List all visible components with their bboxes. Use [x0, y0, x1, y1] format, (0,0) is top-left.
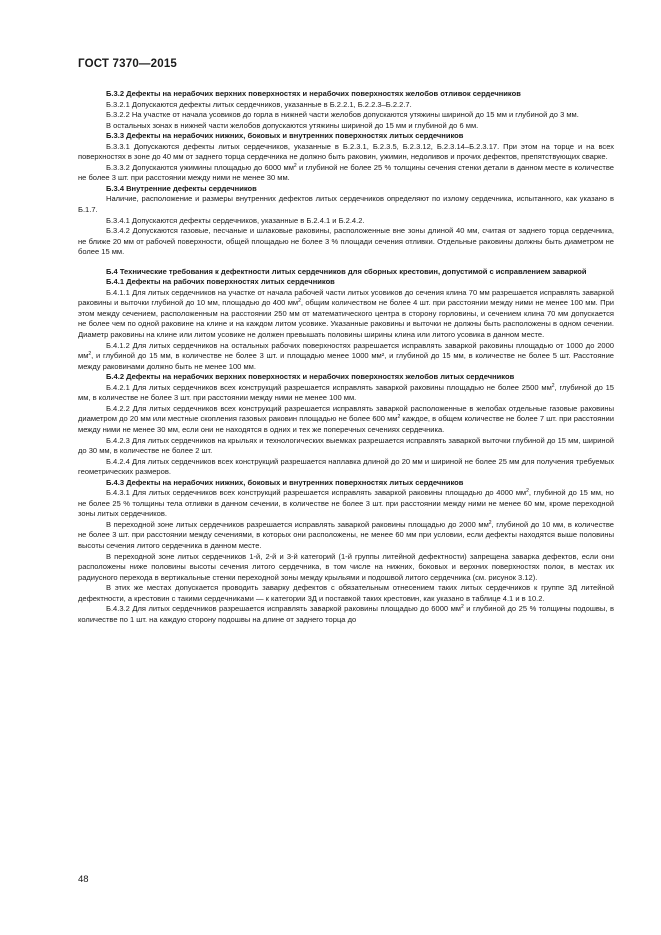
- superscript: 2: [397, 414, 401, 421]
- paragraph-text: Б.4.1.1 Для литых сердечников на участке от начала рабочей части литых усовиков до сечения клина 70 мм разрешается исправлять заваркой раковины и выточки глубиной до 10 мм, площадью до 400 мм: [78, 287, 614, 308]
- superscript: 2: [298, 298, 301, 305]
- body-paragraph: [78, 604, 614, 625]
- paragraph-text-continued: , глубиной до 10 мм, в количестве не более 3 шт. при расстоянии между сечениями, в которых они расположены, не менее 60 мм при условии, если дефекты находятся выше половины высоты сечения литого сердечника в данном месте.: [78, 519, 614, 550]
- paragraph-text: Б.3.3.1 Допускаются дефекты литых сердечников, указанные в Б.2.3.1, Б.2.3.5, Б.2.3.12, Б.2.3.14–Б.2.3.17. При этом на торце и на всех поверхностях в зоне до 40 мм от заднего торца сердечника не должно быть раковин, ужимин, недоливов и прочих дефектов, препятствующих сварке.: [78, 141, 614, 162]
- section-heading: [78, 267, 614, 278]
- paragraph-text-continued: каждое, в общем количестве не более 7 шт. при расстоянии между ними не менее 30 мм, если они не находятся в одних и тех же поперечных сечениях сердечника.: [78, 414, 614, 434]
- superscript: 2: [461, 604, 464, 611]
- paragraph-text: Б.4.2 Дефекты на нерабочих верхних поверхностях и нерабочих поверхностях желобов литых сердечников: [106, 372, 515, 382]
- paragraph-text: Б.3.2.2 На участке от начала усовиков до горла в нижней части желобов допускаются утяжины шириной до 15 мм и глубиной до 3 мм.: [106, 110, 579, 120]
- body-paragraph: [78, 436, 614, 457]
- paragraph-text: Б.4.3.2 Для литых сердечников разрешается исправлять заваркой раковины площадью до 6000 мм: [106, 604, 461, 614]
- paragraph-text: В остальных зонах в нижней части желобов допускаются утяжины шириной до 15 мм и глубиной до 6 мм.: [106, 120, 479, 130]
- body-paragraph: [78, 142, 614, 163]
- body-paragraph: [78, 121, 614, 132]
- paragraph-text: Б.3.3.2 Допускаются ужимины площадью до 6000 мм: [106, 162, 294, 172]
- body-paragraph: [78, 110, 614, 121]
- paragraph-text-continued: и глубиной не более 25 % толщины сечения стенки детали в данном месте в количестве не более 3 шт. при расстоянии между ними не менее 30 мм.: [78, 162, 614, 183]
- paragraph-text: Б.4.1 Дефекты на рабочих поверхностях литых сердечников: [106, 277, 335, 287]
- paragraph-text: Б.3.4 Внутренние дефекты сердечников: [106, 183, 257, 193]
- paragraph-text: Б.4.2.1 Для литых сердечников всех конструкций разрешается исправлять заваркой раковины площадью не более 2500 мм: [106, 382, 552, 392]
- paragraph-text-continued: и глубиной до 25 % толщины подошвы, в количестве по 1 шт. на каждую сторону подошвы на длине от заднего торца до: [78, 604, 614, 624]
- body-paragraph: [78, 404, 614, 436]
- superscript: 2: [551, 382, 555, 389]
- paragraph-text: Б.3.4.1 Допускаются дефекты сердечников, указанные в Б.2.4.1 и Б.2.4.2.: [106, 215, 365, 225]
- paragraph-text: Б.4.2.4 Для литых сердечников всех конструкций разрешается наплавка длиной до 20 мм и шириной не более 25 мм для получения требуемых геометрических размеров.: [78, 456, 614, 477]
- superscript: 2: [526, 488, 529, 495]
- section-heading: [78, 277, 614, 288]
- section-heading: [78, 184, 614, 195]
- paragraph-text-continued: , глубиной до 15 мм, но не более 25 % толщины тела отливки в данном сечении, в количестве не более 3 шт. при расстоянии между ними не менее 60 мм, кроме переходной зоны литых сердечников.: [78, 488, 615, 519]
- paragraph-text: Б.4.3.1 Для литых сердечников всех конструкций разрешается исправлять заваркой раковины площадью до 4000 мм: [106, 488, 527, 498]
- body-paragraph: [78, 488, 614, 520]
- body-paragraph: [78, 226, 614, 258]
- paragraph-text: Б.3.3 Дефекты на нерабочих нижних, боковых и внутренних поверхностях литых сердечников: [106, 131, 464, 141]
- paragraph-text: Наличие, расположение и размеры внутренних дефектов литых сердечников определяют по излому сердечника, испытанного, как указано в Б.1.7.: [78, 194, 614, 215]
- paragraph-text: В этих же местах допускается проводить заварку дефектов с обязательным отнесением таких литых сердечников к группе 3Д литейной дефектности, а крестовин с такими сердечниками — к категории 3Д и поставкой таких крестовин, как указано в таблице 4.1 и в 10.2.: [78, 583, 614, 603]
- paragraph-text-continued: , и глубиной до 15 мм, в количестве не более 3 шт. и площадью менее 1000 мм², и глубиной до 15 мм, в количестве не более 5 шт. Расстояние между раковинами должно быть не менее 100 мм.: [78, 351, 614, 371]
- section-heading: [78, 372, 614, 383]
- superscript: 2: [488, 519, 492, 526]
- paragraph-text: В переходной зоне литых сердечников разрешается исправлять заваркой раковины площадью до 2000 мм: [106, 519, 489, 529]
- body-paragraph: [78, 216, 614, 227]
- body-paragraph: [78, 100, 614, 111]
- section-heading: [78, 478, 614, 489]
- paragraph-text: Б.3.2.1 Допускаются дефекты литых сердечников, указанные в Б.2.2.1, Б.2.2.3–Б.2.2.7.: [106, 99, 412, 109]
- paragraph-text-continued: , общим количеством не более 4 шт. при расстоянии между ними не менее 100 мм. При этом между сечением, расположенным на расстоянии 250 мм от математического центра в сторону горловины, и сечением клина 70 мм допускается не более чем по одной раковине на клине и на каждом литом усовике. Указанные раковины и выточки не должны быть расположены в одном сечении. Диаметр раковины на клине или литом усовике не должен превышать половины ширины клина или литого усовика в данном месте.: [78, 298, 614, 340]
- page-number: 48: [78, 874, 89, 885]
- section-heading: [78, 89, 614, 100]
- body-paragraph: [78, 341, 614, 373]
- body-paragraph: [78, 457, 614, 478]
- body-paragraph: [78, 383, 614, 404]
- body-paragraph: [78, 194, 614, 215]
- body-paragraph: [78, 583, 614, 604]
- superscript: 2: [88, 351, 92, 358]
- document-body: [78, 89, 614, 625]
- paragraph-text: Б.4.2.2 Для литых сердечников всех конструкций разрешается исправлять заваркой расположенные в желобах отдельные газовые раковины диаметром до 20 мм или местные скопления газовых раковин площадью не более 600 мм: [78, 403, 614, 424]
- paragraph-text: В переходной зоне литых сердечников 1-й, 2-й и 3-й категорий (1-й группы литейной дефектности) запрещена заварка дефектов, если они расположены ниже половины высоты сечения литого сердечника, в том числе на нижних, боковых и верхних поверхностях полок, в местах их радиусного перехода в вертикальные стенки переходной зоны между крыльями и подошвой литого сердечника (см. рисунок 3.12).: [78, 551, 614, 582]
- paragraph-text: Б.4.1.2 Для литых сердечников на остальных рабочих поверхностях разрешается исправлять заваркой раковины площадью от 1000 до 2000 мм: [78, 340, 614, 361]
- body-paragraph: [78, 520, 614, 552]
- body-paragraph: [78, 163, 614, 184]
- paragraph-text: Б.4.3 Дефекты на нерабочих нижних, боковых и внутренних поверхностях литых сердечников: [106, 477, 464, 487]
- paragraph-text-continued: , глубиной до 15 мм, в количестве не более 3 шт. при расстоянии между ними не менее 100 мм.: [78, 382, 614, 403]
- body-paragraph: [78, 552, 614, 584]
- paragraph-text: Б.3.4.2 Допускаются газовые, песчаные и шлаковые раковины, расположенные вне зоны длиной 40 мм, считая от заднего торца сердечника, не ближе 20 мм от рабочей поверхности, общей площадью не более 3 % площади сечения отливки. Отдельные раковины должны быть диаметром не более 15 мм.: [78, 226, 614, 257]
- paragraph-text: Б.4 Технические требования к дефектности литых сердечников для сборных крестовин, допустимой с исправлением заваркой: [106, 266, 587, 276]
- document-header: ГОСТ 7370—2015: [78, 58, 178, 70]
- paragraph-text: Б.4.2.3 Для литых сердечников на крыльях и технологических выемках разрешается исправлять заваркой выточки глубиной до 15 мм, шириной до 30 мм, в количестве не более 2 шт.: [78, 435, 614, 456]
- section-heading: [78, 131, 614, 142]
- superscript: 2: [293, 162, 297, 169]
- paragraph-text: Б.3.2 Дефекты на нерабочих верхних поверхностях и нерабочих поверхностях желобов отливок сердечников: [106, 89, 521, 98]
- body-paragraph: [78, 288, 614, 341]
